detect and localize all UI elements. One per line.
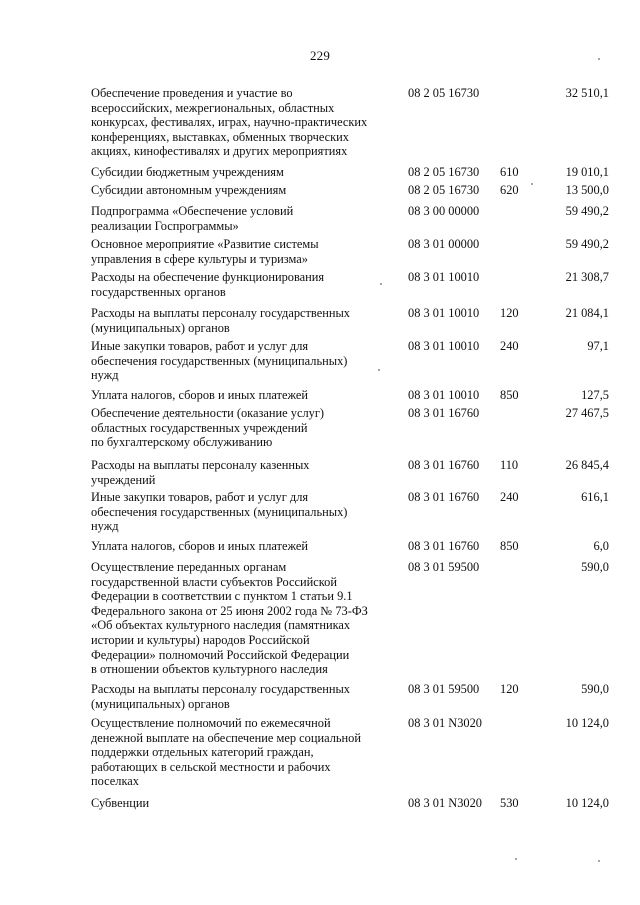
- item-code: 08 3 01 10010: [408, 306, 480, 320]
- scan-speck: [380, 283, 382, 285]
- item-name: Обеспечение проведения и участие во всероссийских, межрегиональных, областных конкурсах, фестивалях, играх, научно-практических конференциях, выставках, обменных творческих акциях, кинофестивалях и других мероприятиях: [91, 86, 368, 159]
- table-row: [0, 490, 640, 536]
- table-row: [0, 86, 640, 162]
- item-name: Уплата налогов, сборов и иных платежей: [91, 539, 309, 553]
- item-amount: 10 124,0: [565, 716, 609, 730]
- item-code: 08 2 05 16730: [408, 165, 480, 179]
- item-name: Субсидии автономным учреждениям: [91, 183, 287, 197]
- item-code: 08 3 01 00000: [408, 237, 480, 251]
- item-code: 08 3 01 16760: [408, 490, 480, 504]
- item-code: 08 3 01 10010: [408, 388, 480, 402]
- item-code: 08 3 01 59500: [408, 682, 480, 696]
- item-code: 08 3 00 00000: [408, 204, 480, 218]
- item-code: 08 3 01 10010: [408, 270, 480, 284]
- table-row: [0, 306, 640, 336]
- table-row: [0, 539, 640, 555]
- item-code: 08 3 01 16760: [408, 458, 480, 472]
- table-row: [0, 237, 640, 267]
- item-name: Основное мероприятие «Развитие системы управления в сфере культуры и туризма»: [91, 237, 319, 266]
- item-amount: 97,1: [587, 339, 609, 353]
- scan-speck: [378, 369, 380, 371]
- scan-speck: [515, 858, 517, 860]
- item-name: Иные закупки товаров, работ и услуг для обеспечения государственных (муниципальных) нужд: [91, 490, 348, 534]
- item-amount: 27 467,5: [565, 406, 609, 420]
- item-name: Осуществление переданных органам государственной власти субъектов Российской Федерации в соответствии с пунктом 1 статьи 9.1 Федерального закона от 25 июня 2002 года № 73-ФЗ «Об объектах культурного наследия (памятниках истории и культуры) народов Российской Федерации» полномочий Российской Федерации в отношении объектов культурного наследия: [91, 560, 368, 677]
- table-row: [0, 682, 640, 712]
- item-name: Иные закупки товаров, работ и услуг для обеспечения государственных (муниципальных) нужд: [91, 339, 348, 383]
- item-amount: 21 308,7: [565, 270, 609, 284]
- item-name: Обеспечение деятельности (оказание услуг) областных государственных учреждений по бухгалтерскому обслуживанию: [91, 406, 325, 450]
- table-row: [0, 796, 640, 812]
- item-amount: 19 010,1: [565, 165, 609, 179]
- item-name: Осуществление полномочий по ежемесячной денежной выплате на обеспечение мер социальной поддержки отдельных категорий граждан, работающих в сельской местности и рабочих поселках: [91, 716, 362, 789]
- item-code: 08 2 05 16730: [408, 86, 480, 100]
- item-expense-type: 120: [500, 306, 519, 320]
- scan-speck: [598, 860, 600, 862]
- item-name: Расходы на выплаты персоналу государственных (муниципальных) органов: [91, 682, 350, 711]
- item-name: Расходы на выплаты персоналу казенных учреждений: [91, 458, 310, 487]
- item-expense-type: 240: [500, 339, 519, 353]
- item-amount: 13 500,0: [565, 183, 609, 197]
- item-amount: 59 490,2: [565, 204, 609, 218]
- scan-speck: [598, 58, 600, 60]
- item-expense-type: 850: [500, 388, 519, 402]
- item-code: 08 3 01 59500: [408, 560, 480, 574]
- item-name: Расходы на выплаты персоналу государственных (муниципальных) органов: [91, 306, 350, 335]
- item-amount: 127,5: [581, 388, 609, 402]
- item-code: 08 3 01 N3020: [408, 716, 482, 730]
- item-name: Уплата налогов, сборов и иных платежей: [91, 388, 309, 402]
- item-expense-type: 240: [500, 490, 519, 504]
- table-row: [0, 339, 640, 385]
- item-code: 08 3 01 16760: [408, 406, 480, 420]
- page-number: 229: [309, 48, 331, 63]
- table-row: [0, 716, 640, 792]
- item-name: Подпрограмма «Обеспечение условий реализации Госпрограммы»: [91, 204, 294, 233]
- item-amount: 590,0: [581, 560, 609, 574]
- budget-table: [0, 86, 640, 810]
- item-name: Субсидии бюджетным учреждениям: [91, 165, 284, 179]
- table-row: [0, 388, 640, 404]
- item-amount: 26 845,4: [565, 458, 609, 472]
- item-code: 08 3 01 16760: [408, 539, 480, 553]
- item-expense-type: 110: [500, 458, 519, 472]
- table-row: [0, 204, 640, 234]
- table-row: [0, 270, 640, 300]
- item-code: 08 2 05 16730: [408, 183, 480, 197]
- table-row: [0, 165, 640, 181]
- item-code: 08 3 01 N3020: [408, 796, 482, 810]
- item-amount: 10 124,0: [565, 796, 609, 810]
- scan-speck: [531, 183, 533, 185]
- item-amount: 59 490,2: [565, 237, 609, 251]
- item-expense-type: 620: [500, 183, 519, 197]
- item-amount: 21 084,1: [565, 306, 609, 320]
- item-code: 08 3 01 10010: [408, 339, 480, 353]
- item-expense-type: 120: [500, 682, 519, 696]
- table-row: [0, 406, 640, 452]
- item-expense-type: 610: [500, 165, 519, 179]
- item-amount: 6,0: [593, 539, 609, 553]
- item-amount: 590,0: [581, 682, 609, 696]
- item-amount: 32 510,1: [565, 86, 609, 100]
- item-expense-type: 850: [500, 539, 519, 553]
- table-row: [0, 183, 640, 199]
- table-row: [0, 560, 640, 678]
- item-amount: 616,1: [581, 490, 609, 504]
- item-expense-type: 530: [500, 796, 519, 810]
- item-name: Расходы на обеспечение функционирования государственных органов: [91, 270, 325, 299]
- table-row: [0, 458, 640, 488]
- item-name: Субвенции: [91, 796, 150, 810]
